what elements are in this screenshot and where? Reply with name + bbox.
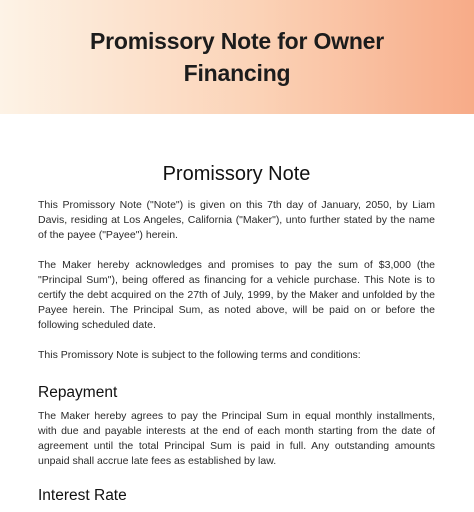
acknowledgement-paragraph: The Maker hereby acknowledges and promises to pay the sum of $3,000 (the "Principal Sum"), being offered as financing for a vehicle purchase. This Note is to certify the debt acquired on the 27th of July, 1999, by the Maker and unfolded by the Payee herein. The Principal Sum, as noted above, will be paid on or before the following scheduled date. <box>38 258 435 332</box>
header-banner <box>0 0 474 114</box>
terms-intro-paragraph: This Promissory Note is subject to the following terms and conditions: <box>38 348 361 361</box>
document-title: Promissory Note <box>162 163 311 185</box>
section-heading-interest-rate: Interest Rate <box>38 486 127 504</box>
banner-title: Promissory Note for Owner Financing <box>89 28 385 86</box>
repayment-paragraph: The Maker hereby agrees to pay the Principal Sum in equal monthly installments, with due and payable interests at the end of each month starting from the date of agreement until the total Principal Sum is paid in full. Any outstanding amounts unpaid shall accrue late fees as established by law. <box>38 409 435 468</box>
intro-paragraph: This Promissory Note ("Note") is given on this 7th day of January, 2050, by Liam Davis, residing at Los Angeles, California ("Maker"), unto further stated by the name of the payee ("Payee") herein. <box>38 199 435 242</box>
document-body <box>38 160 435 512</box>
section-heading-repayment: Repayment <box>38 383 118 401</box>
